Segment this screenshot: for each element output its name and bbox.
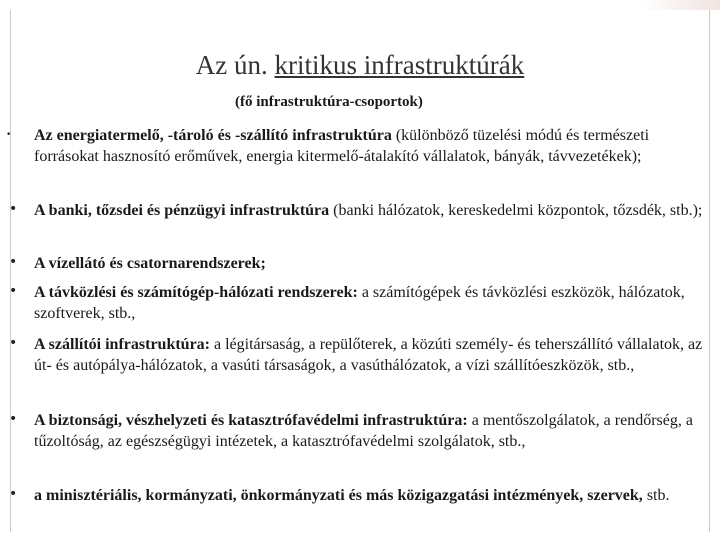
bullet-icon: • xyxy=(9,486,18,502)
bullet-icon: • xyxy=(9,201,18,217)
bullet-icon: • xyxy=(9,335,18,351)
item-bold: A vízellátó és csatornarendszerek; xyxy=(34,255,266,272)
title-underlined: kritikus infrastruktúrák xyxy=(274,50,525,80)
list-item-text xyxy=(34,283,704,324)
list-item-text xyxy=(34,411,704,452)
bullet-icon: • xyxy=(9,283,18,299)
list-item-text xyxy=(34,201,704,222)
corner-decoration xyxy=(640,0,720,10)
list-item-text xyxy=(34,486,704,507)
item-rest: a mentőszolgálatok, a rendőrség, a tűzoltóság, az egészségügyi intézetek, a katasztrófavédelmi szolgálatok, stb., xyxy=(34,412,693,450)
item-bold: A biztonsági, vészhelyzeti és katasztrófavédelmi infrastruktúra: xyxy=(34,412,468,429)
slide-title xyxy=(0,50,720,81)
item-rest: stb. xyxy=(642,487,670,504)
slide-subtitle: (fő infrastruktúra-csoportok) xyxy=(235,94,423,110)
item-rest: a légitársaság, a repülőterek, a közúti személy- és teherszállító vállalatok, az út- és autópálya-hálózatok, a vasúti társaságok, a vasúthálózatok, a vízi szállítóeszközök, stb., xyxy=(34,336,703,374)
list-item-text xyxy=(34,126,704,167)
list-item-text xyxy=(34,254,704,275)
title-prefix: Az ún. xyxy=(195,50,275,80)
bullet-icon: • xyxy=(9,254,18,270)
bullet-icon: • xyxy=(6,130,12,140)
item-rest: a számítógépek és távközlési eszközök, hálózatok, szoftverek, stb., xyxy=(34,284,685,322)
list-item-text xyxy=(34,335,704,376)
item-bold: Az energiatermelő, -tároló és -szállító infrastruktúra xyxy=(34,127,392,144)
bullet-icon: • xyxy=(9,411,18,427)
item-bold: A távközlési és számítógép-hálózati rendszerek: xyxy=(34,284,358,301)
item-bold: A banki, tőzsdei és pénzügyi infrastruktúra xyxy=(34,202,330,219)
item-rest: (banki hálózatok, kereskedelmi központok, tőzsdék, stb.); xyxy=(329,202,703,219)
item-bold: A szállítói infrastruktúra: xyxy=(34,336,210,353)
item-bold: a minisztériális, kormányzati, önkormányzati és más közigazgatási intézmények, szervek, xyxy=(34,487,643,504)
item-rest: (különböző tüzelési módú és természeti forrásokat hasznosító erőművek, energia kitermelő-átalakító vállalatok, bányák, távvezetékek); xyxy=(34,127,650,165)
